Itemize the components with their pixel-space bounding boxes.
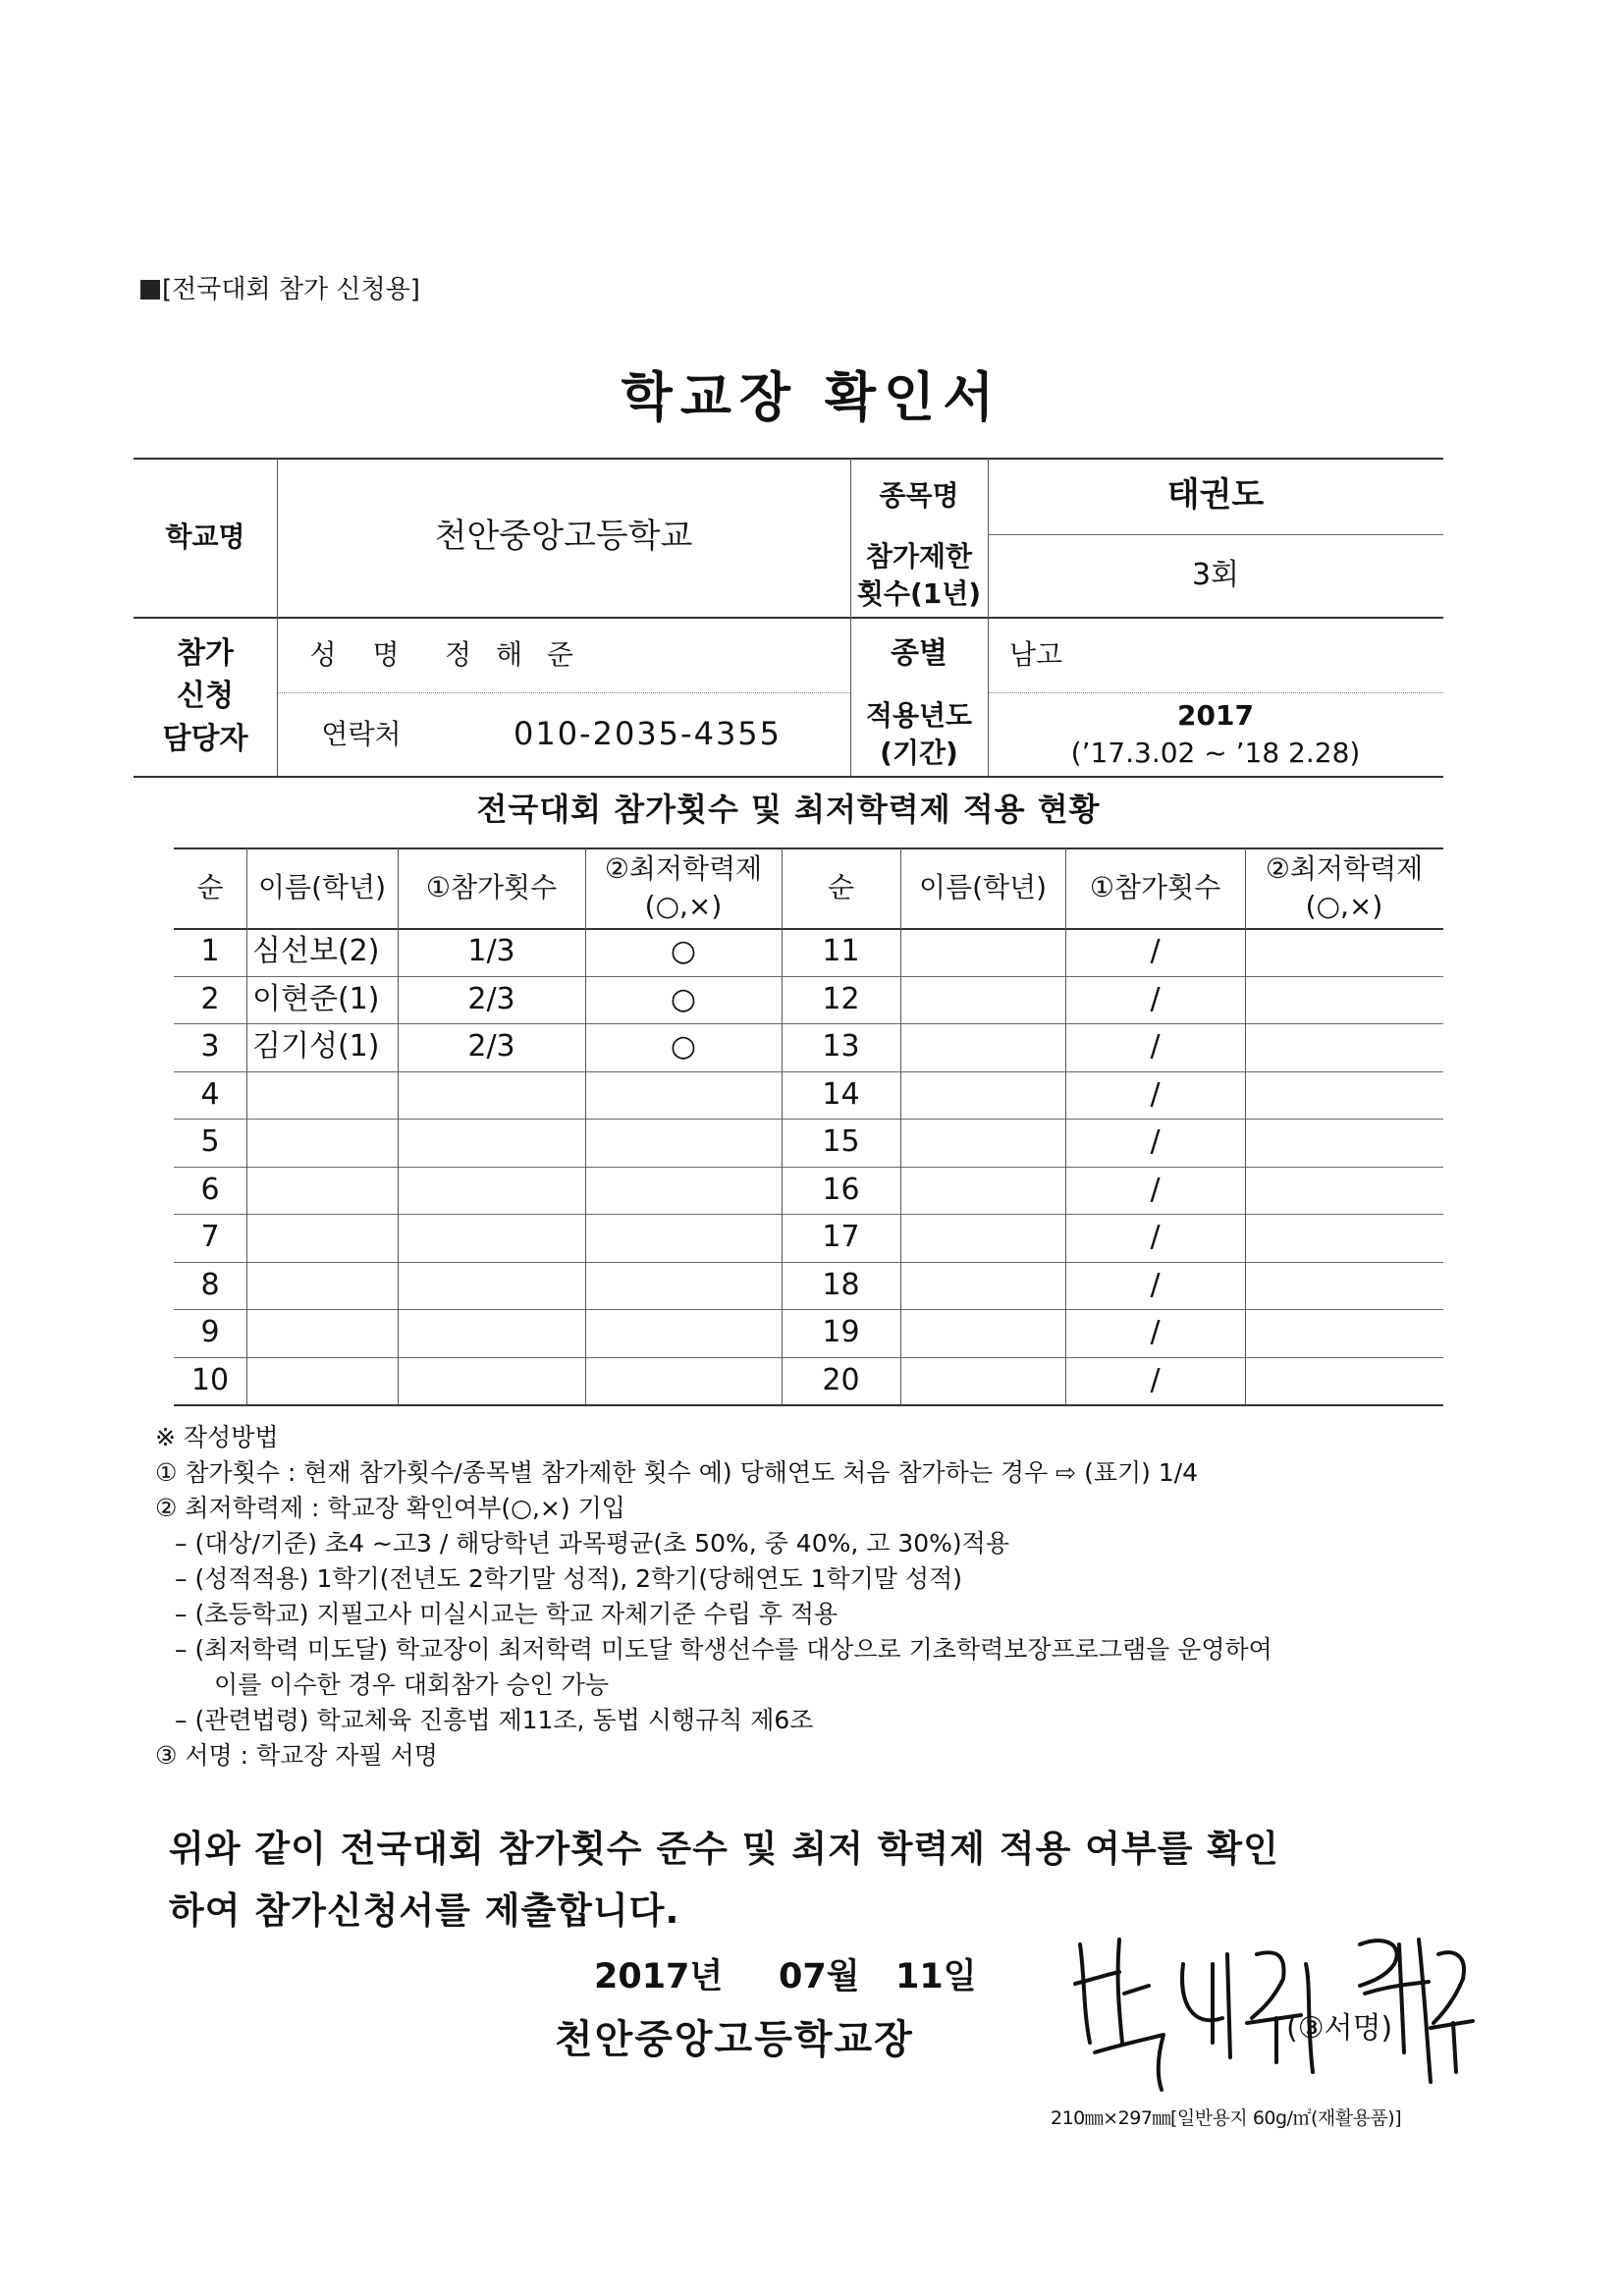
gender-label: 종별	[891, 636, 947, 672]
row-student-name	[246, 1167, 404, 1215]
date-month: 07월	[779, 1957, 860, 1996]
row-number: 19	[822, 1315, 860, 1349]
row-student-name	[900, 1309, 1071, 1357]
row-student-name	[900, 976, 1071, 1024]
row-min-achievement-mark	[1245, 1167, 1443, 1215]
row-min-achievement-mark	[585, 1357, 782, 1405]
row-participation-count: /	[1150, 1362, 1161, 1397]
row-number: 17	[822, 1220, 860, 1254]
row-number: 1	[200, 934, 220, 968]
row-min-achievement-mark	[1245, 1214, 1443, 1262]
rule	[174, 1404, 1443, 1406]
row-participation-count	[398, 1214, 585, 1262]
row-participation-count: /	[1150, 1124, 1161, 1159]
row-student-name	[900, 1167, 1071, 1215]
row-min-achievement-mark	[1245, 1309, 1443, 1357]
row-participation-count	[398, 1119, 585, 1167]
header-name: 이름(학년)	[257, 871, 387, 904]
square-bullet-icon	[140, 280, 160, 300]
row-student-name	[246, 1119, 404, 1167]
header-min-line1: ②최저학력제	[1265, 852, 1424, 886]
row-min-achievement-mark	[1245, 976, 1443, 1024]
row-number: 6	[200, 1172, 220, 1207]
note-1: ① 참가횟수 : 현재 참가횟수/종목별 참가제한 횟수 예) 당해연도 처음 참가하는 경우 ⇨ (표기) 1/4	[155, 1458, 1199, 1487]
manager-label-line3: 담당자	[162, 721, 248, 756]
row-min-achievement-mark	[1245, 928, 1443, 976]
year-value: 2017	[1177, 698, 1254, 732]
header-count: ①참가횟수	[425, 871, 558, 904]
row-participation-count: 1/3	[467, 934, 515, 968]
contact-value: 010-2035-4355	[513, 714, 783, 752]
handwritten-signature	[1065, 1925, 1478, 2097]
row-student-name	[900, 1357, 1071, 1405]
year-label-line2: (기간)	[880, 736, 958, 769]
row-student-name	[900, 928, 1071, 976]
row-number: 2	[200, 981, 220, 1016]
row-participation-count: 2/3	[467, 981, 515, 1016]
header-no: 순	[827, 871, 855, 904]
row-student-name	[246, 1214, 404, 1262]
row-student-name	[246, 1262, 404, 1310]
document-title: 학교장 확인서	[621, 366, 1002, 428]
row-participation-count	[398, 1309, 585, 1357]
date-day: 11일	[895, 1957, 977, 1996]
row-min-achievement-mark	[585, 1119, 782, 1167]
note-2-sub-4-cont: 이를 이수한 경우 대회참가 승인 가능	[214, 1670, 609, 1699]
row-student-name	[900, 1214, 1071, 1262]
header-no: 순	[196, 871, 224, 904]
contact-label: 연락처	[321, 717, 402, 750]
row-number: 18	[822, 1267, 860, 1302]
manager-label-line2: 신청	[177, 679, 234, 714]
note-3: ③ 서명 : 학교장 자필 서명	[155, 1741, 438, 1770]
row-student-name	[900, 1262, 1071, 1310]
header-min-line1: ②최저학력제	[604, 852, 763, 886]
row-student-name	[900, 1119, 1071, 1167]
signature-label: (③서명)	[1286, 2011, 1393, 2046]
row-number: 16	[822, 1172, 860, 1207]
row-participation-count: 2/3	[467, 1029, 515, 1064]
note-2: ② 최저학력제 : 학교장 확인여부(○,×) 기입	[155, 1494, 625, 1522]
name-label: 성 명	[309, 637, 413, 671]
row-student-name	[246, 1309, 404, 1357]
limit-label-line2: 횟수(1년)	[856, 577, 982, 610]
paper-spec-footer: 210㎜×297㎜[일반용지 60g/㎡(재활용품)]	[1051, 2107, 1402, 2129]
row-number: 5	[200, 1124, 220, 1159]
row-number: 13	[822, 1029, 860, 1064]
header-count: ①참가횟수	[1089, 871, 1221, 904]
header-name: 이름(학년)	[918, 871, 1048, 904]
row-min-achievement-mark	[585, 1309, 782, 1357]
row-student-name: 김기성(1)	[252, 1029, 380, 1064]
limit-label	[850, 534, 988, 617]
manager-label-line1: 참가	[177, 635, 234, 671]
period-value: (’17.3.02 ~ ’18 2.28)	[1070, 736, 1361, 769]
row-participation-count: /	[1150, 934, 1161, 968]
manager-name-value: 정 해 준	[445, 637, 581, 671]
row-number: 12	[822, 981, 860, 1016]
row-participation-count: /	[1150, 1315, 1161, 1349]
manager-label	[134, 617, 277, 776]
event-label: 종목명	[879, 479, 959, 513]
gender-value: 남고	[1009, 637, 1063, 671]
note-2-sub-2: – (성적적용) 1학기(전년도 2학기말 성적), 2학기(당해연도 1학기말 성적)	[175, 1564, 962, 1593]
date-year: 2017년	[594, 1957, 724, 1996]
row-participation-count: /	[1150, 1172, 1161, 1207]
row-min-achievement-mark	[1245, 1023, 1443, 1071]
row-number: 4	[200, 1076, 220, 1112]
school-name-label: 학교명	[165, 520, 245, 554]
row-number: 7	[200, 1220, 220, 1254]
row-min-achievement-mark: ○	[670, 934, 697, 968]
form-type-label: [전국대회 참가 신청용]	[140, 269, 420, 305]
row-participation-count	[398, 1071, 585, 1120]
row-min-achievement-mark	[1245, 1357, 1443, 1405]
rule	[134, 776, 1443, 778]
row-min-achievement-mark	[1245, 1119, 1443, 1167]
row-min-achievement-mark	[585, 1071, 782, 1120]
year-label	[850, 692, 988, 776]
row-student-name	[246, 1357, 404, 1405]
row-number: 14	[822, 1076, 860, 1112]
row-participation-count	[398, 1167, 585, 1215]
row-participation-count	[398, 1262, 585, 1310]
row-number: 3	[200, 1029, 220, 1064]
note-2-sub-5: – (관련법령) 학교체육 진흥법 제11조, 동법 시행규칙 제6조	[175, 1706, 814, 1734]
note-2-sub-4: – (최저학력 미도달) 학교장이 최저학력 미도달 학생선수를 대상으로 기초학력보장프로그램을 운영하여	[175, 1635, 1272, 1664]
row-number: 10	[190, 1362, 230, 1397]
header-min-line2: (○,×)	[644, 890, 723, 922]
note-2-sub-1: – (대상/기준) 초4 ~고3 / 해당학년 과목평균(초 50%, 중 40%, 고 30%)적용	[175, 1529, 1009, 1558]
header-min-line2: (○,×)	[1305, 890, 1383, 922]
confirmation-line-2: 하여 참가신청서를 제출합니다.	[169, 1889, 680, 1932]
confirmation-line-1: 위와 같이 전국대회 참가횟수 준수 및 최저 학력제 적용 여부를 확인	[169, 1828, 1279, 1870]
header-min	[585, 847, 782, 928]
school-name-value: 천안중앙고등학교	[434, 517, 693, 557]
note-2-sub-3: – (초등학교) 지필고사 미실시교는 학교 자체기준 수립 후 적용	[175, 1600, 839, 1628]
row-min-achievement-mark	[1245, 1071, 1443, 1120]
row-min-achievement-mark: ○	[670, 1029, 697, 1064]
row-student-name: 심선보(2)	[252, 934, 380, 968]
row-student-name	[246, 1071, 404, 1120]
principal-title: 천안중앙고등학교장	[555, 2017, 914, 2062]
row-min-achievement-mark	[1245, 1262, 1443, 1310]
row-student-name: 이현준(1)	[252, 981, 380, 1016]
row-min-achievement-mark	[585, 1262, 782, 1310]
row-min-achievement-mark: ○	[670, 981, 697, 1016]
row-participation-count: /	[1150, 1220, 1161, 1254]
limit-value: 3회	[1191, 557, 1240, 592]
row-student-name	[900, 1071, 1071, 1120]
section-title: 전국대회 참가횟수 및 최저학력제 적용 현황	[476, 791, 1101, 829]
row-participation-count: /	[1150, 1076, 1161, 1112]
header-min	[1245, 847, 1443, 928]
row-number: 20	[822, 1362, 860, 1397]
row-participation-count	[398, 1357, 585, 1405]
row-number: 15	[822, 1124, 860, 1159]
row-min-achievement-mark	[585, 1214, 782, 1262]
row-number: 9	[200, 1315, 220, 1349]
row-number: 11	[822, 934, 860, 968]
event-value: 태권도	[1166, 475, 1265, 516]
row-participation-count: /	[1150, 981, 1161, 1016]
row-participation-count: /	[1150, 1029, 1161, 1064]
row-number: 8	[200, 1267, 220, 1302]
year-value-cell	[988, 692, 1443, 776]
row-student-name	[900, 1023, 1071, 1071]
notes-heading: ※ 작성방법	[155, 1423, 279, 1451]
year-label-line1: 적용년도	[865, 698, 973, 732]
row-min-achievement-mark	[585, 1167, 782, 1215]
row-participation-count: /	[1150, 1267, 1161, 1302]
limit-label-line1: 참가제한	[865, 540, 973, 574]
